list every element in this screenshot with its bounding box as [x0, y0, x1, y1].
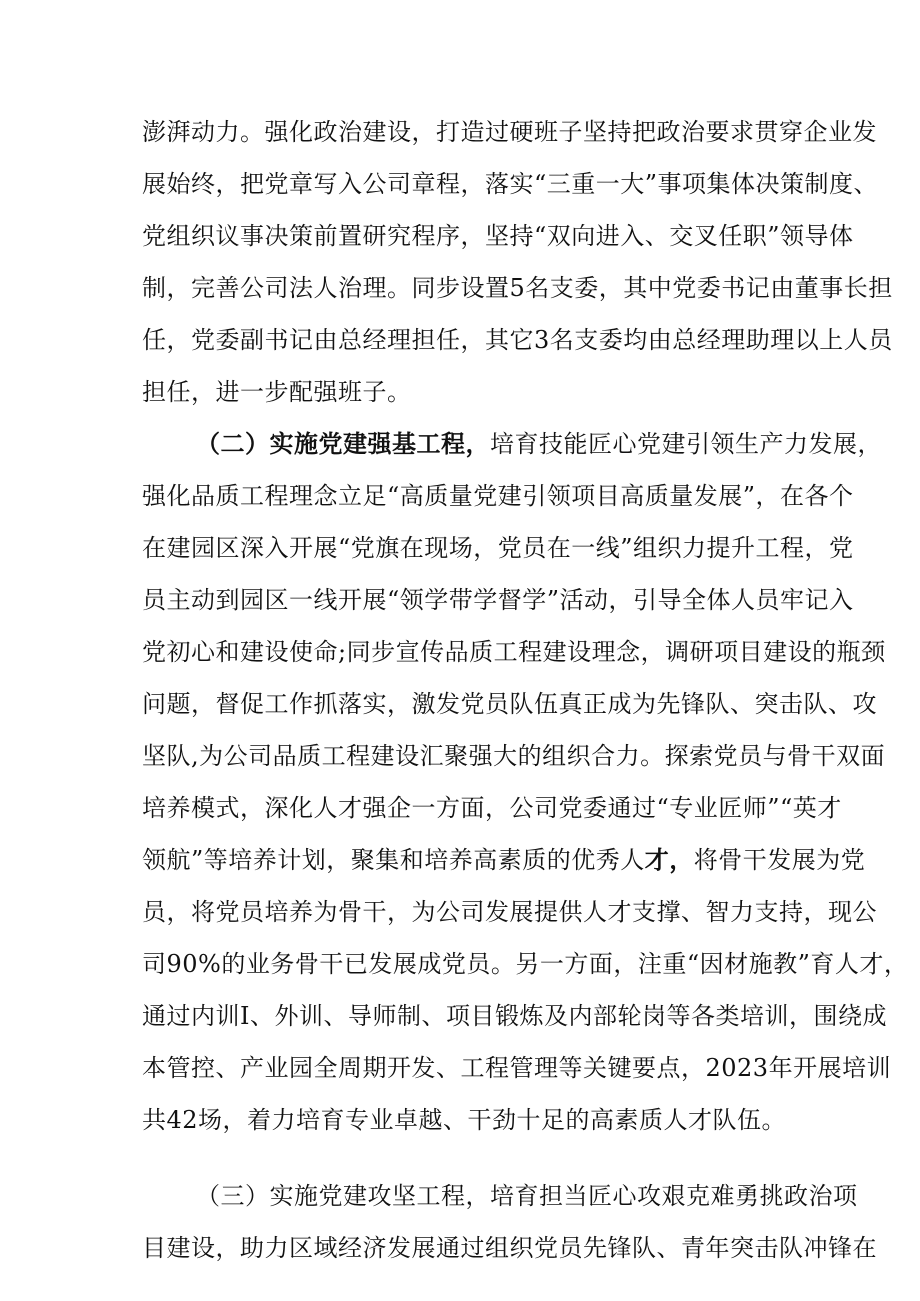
text-line: [0, 164, 920, 204]
text-line: [0, 580, 920, 620]
text-run: 坚队,为公司品质工程建设汇聚强大的组织合力。探索党员与骨干双面: [142, 742, 886, 770]
text-line: [0, 788, 920, 828]
text-run: 制，完善公司法人治理。同步设置5名支委，其中党委书记由董事长担: [142, 274, 893, 302]
text-line: [0, 632, 920, 672]
text-run: 担任，进一步配强班子。: [142, 378, 412, 406]
text-line: [0, 996, 920, 1036]
text-run: 将骨干发展为党: [693, 846, 866, 874]
text-run: 目建设，助力区域经济发展通过组织党员先锋队、青年突击队冲锋在: [142, 1234, 877, 1262]
text-run: 培养模式，深化人才强企一方面，公司党委通过“专业匠师”“英才: [142, 794, 842, 822]
text-run: 员主动到园区一线开展“领学带学督学”活动，引导全体人员牢记入: [142, 586, 854, 614]
text-run: 强化品质工程理念立足“高质量党建引领项目高质量发展”，在各个: [142, 482, 854, 510]
text-line: [0, 268, 920, 308]
text-line: [0, 112, 920, 152]
text-run: 员，将党员培养为骨干，为公司发展提供人才支撑、智力支持，现公: [142, 898, 877, 926]
text-line: [0, 684, 920, 724]
text-line: [0, 736, 920, 776]
text-run: 党初心和建设使命;同步宣传品质工程建设理念，调研项目建设的瓶颈: [142, 638, 886, 666]
text-line: [0, 424, 920, 464]
text-run: 问题，督促工作抓落实，激发党员队伍真正成为先锋队、突击队、攻: [142, 690, 877, 718]
text-line: [0, 944, 920, 984]
bold-text-run: 才，: [644, 845, 694, 874]
text-line: [0, 1228, 920, 1268]
text-run: 本管控、产业园全周期开发、工程管理等关键要点，2023年开展培训: [142, 1054, 892, 1082]
text-line: [0, 320, 920, 360]
section-heading: （二）实施党建强基工程，: [196, 429, 490, 458]
text-line: [0, 892, 920, 932]
text-line: [0, 372, 920, 412]
text-run: 展始终，把党章写入公司章程，落实“三重一大”事项集体决策制度、: [142, 170, 879, 198]
text-line: [0, 1048, 920, 1088]
text-run: 在建园区深入开展“党旗在现场，党员在一线”组织力提升工程，党: [142, 534, 854, 562]
text-run: 司90%的业务骨干已发展成党员。另一方面，注重“因材施教”育人才，: [142, 950, 909, 978]
text-line: [0, 1100, 920, 1140]
text-run: 澎湃动力。强化政治建设，打造过硬班子坚持把政治要求贯穿企业发: [142, 118, 877, 146]
text-line: [0, 476, 920, 516]
text-run: 培育技能匠心党建引领生产力发展，: [490, 430, 882, 458]
text-run: 通过内训I、外训、导师制、项目锻炼及内部轮岗等各类培训，围绕成: [142, 1002, 887, 1030]
text-line: [0, 528, 920, 568]
text-run: 党组织议事决策前置研究程序，坚持“双向进入、交叉任职”领导体: [142, 222, 854, 250]
text-line: [0, 216, 920, 256]
text-run: 共42场，着力培育专业卓越、干劲十足的高素质人才队伍。: [142, 1106, 787, 1134]
text-run: （三）实施党建攻坚工程，培育担当匠心攻艰克难勇挑政治项: [196, 1182, 858, 1210]
text-run: 领航”等培养计划，聚集和培养高素质的优秀人: [142, 846, 645, 874]
text-line: [0, 1176, 920, 1216]
text-line: [0, 840, 920, 880]
text-run: 任，党委副书记由总经理担任，其它3名支委均由总经理助理以上人员: [142, 326, 893, 354]
